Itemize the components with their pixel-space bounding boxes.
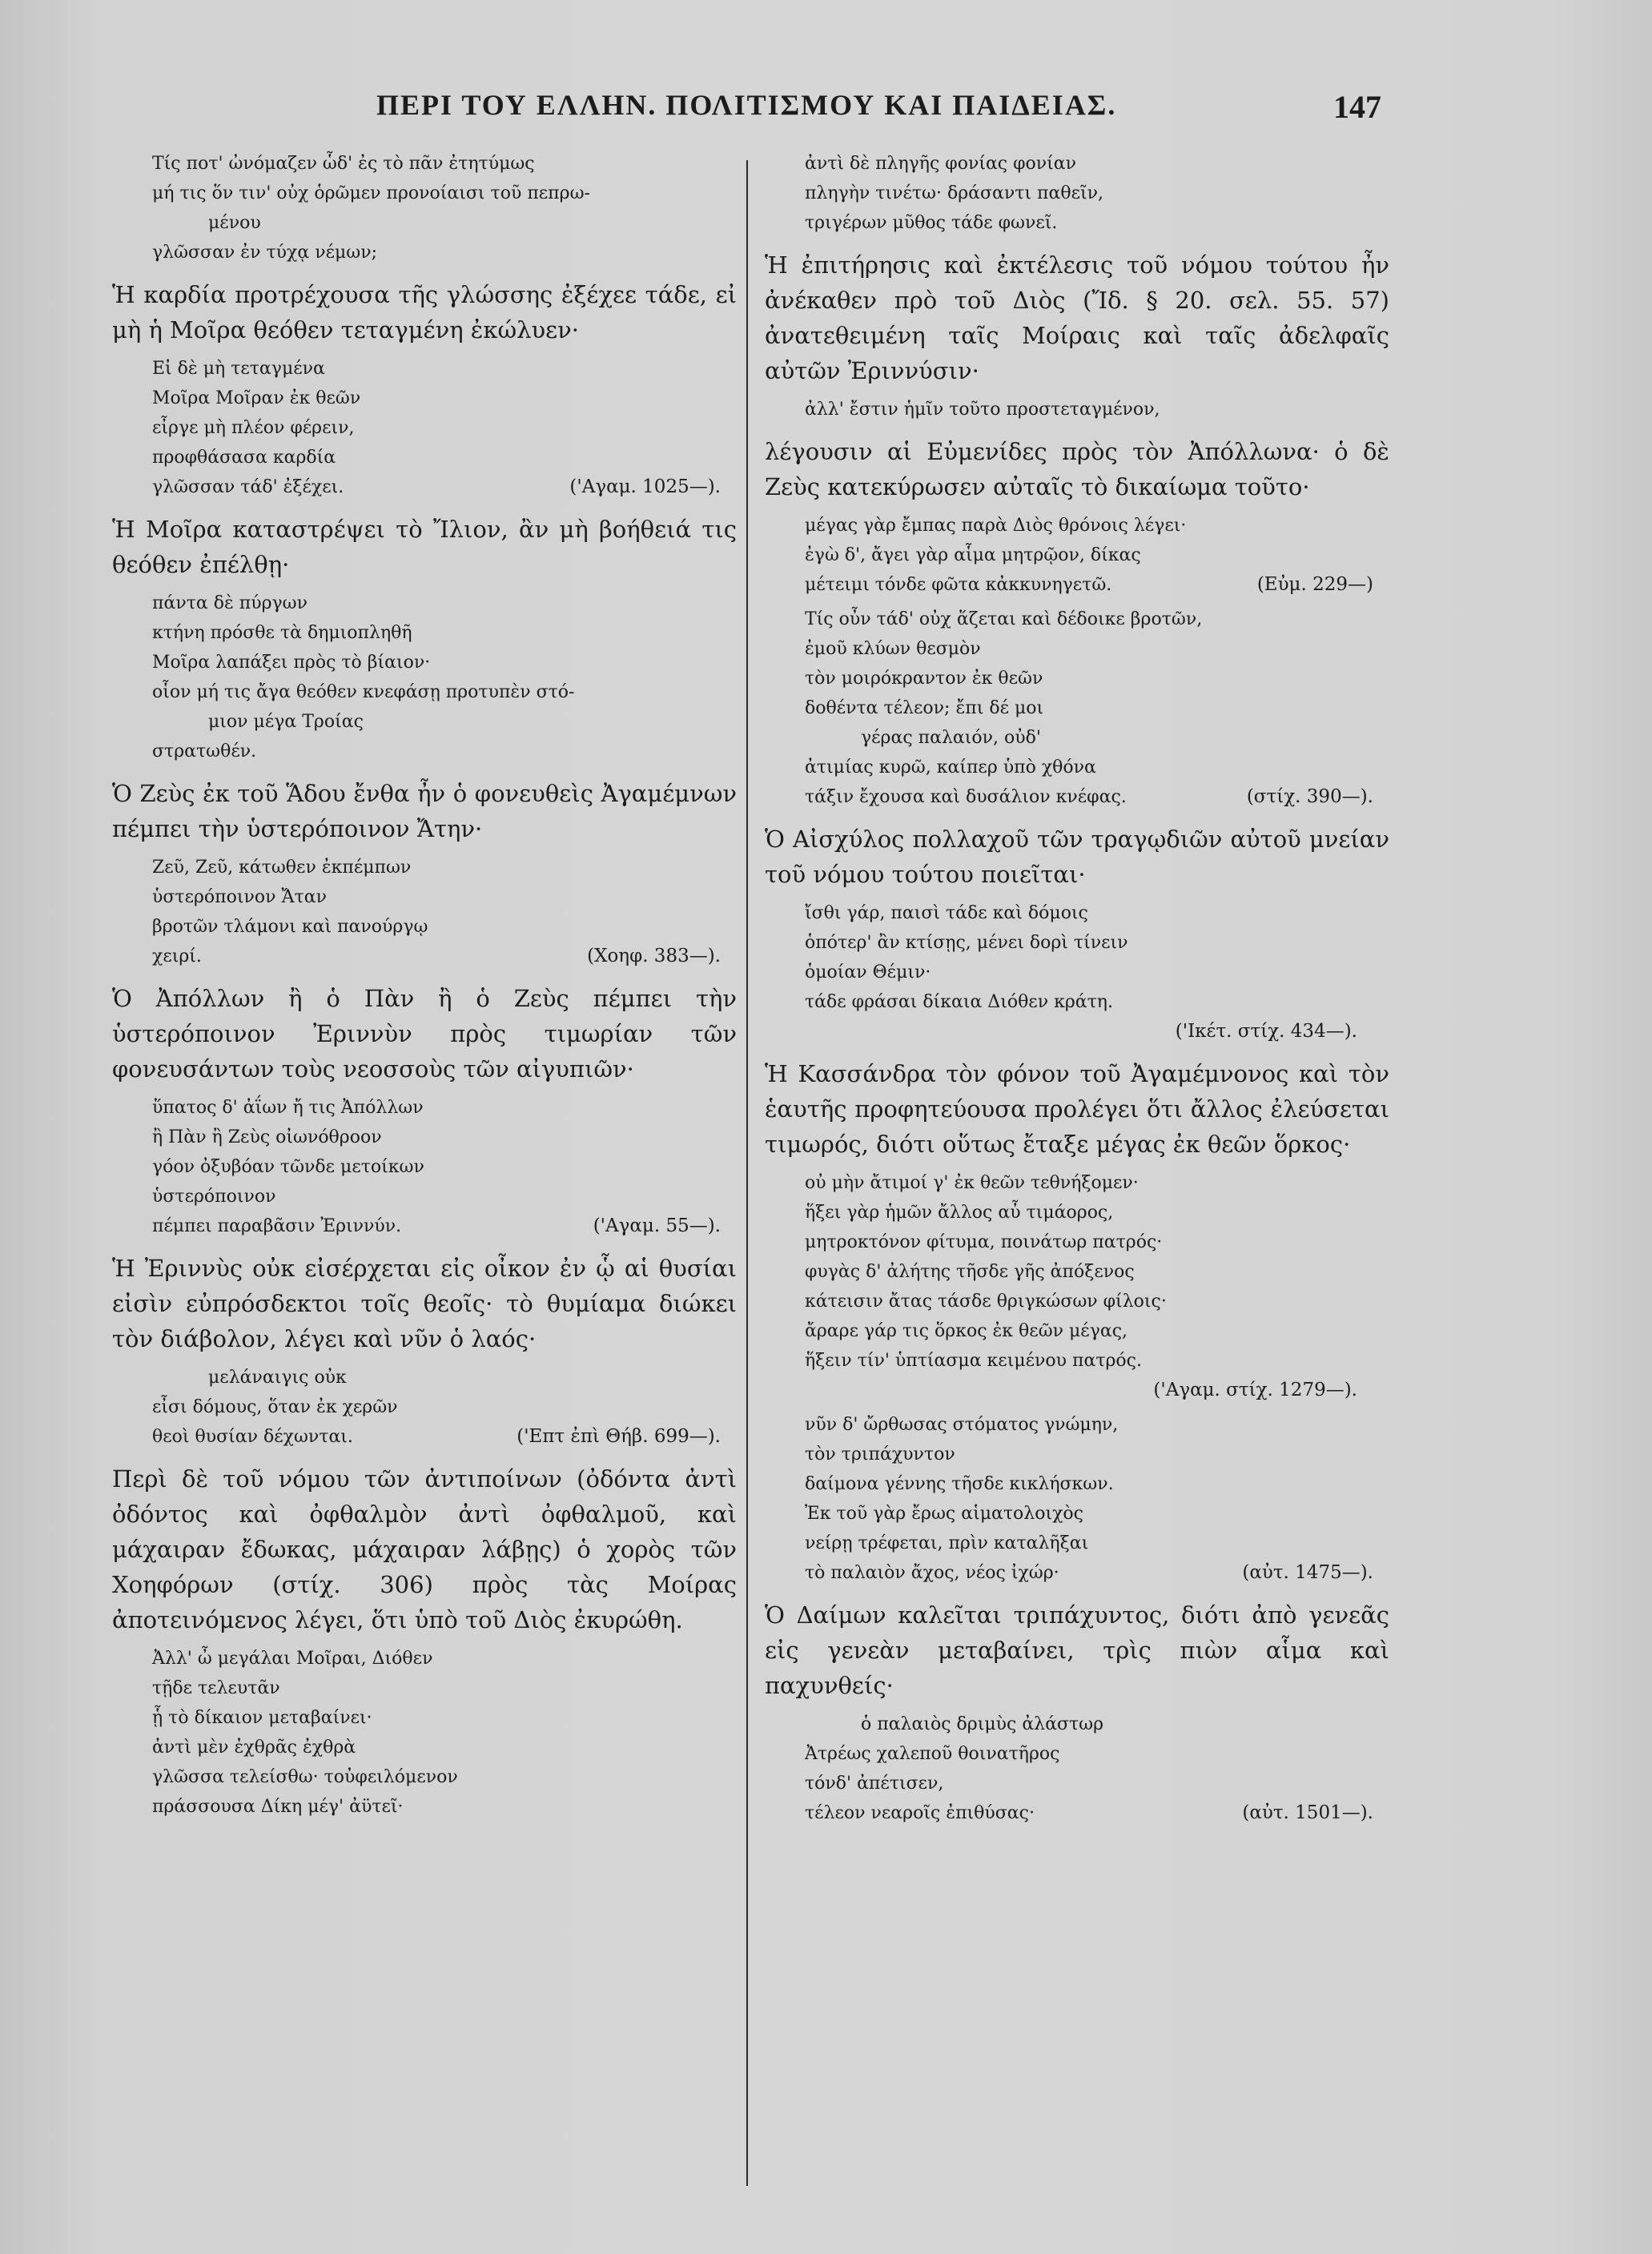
citation: (Εὐμ. 229—) (1256, 574, 1373, 595)
verse-line: Τίς οὖν τάδ' οὐχ ἅζεται καὶ δέδοικε βροτῶν, (805, 609, 1203, 629)
verse-line: τὸ παλαιὸν ἄχος, νέος ἰχώρ· (805, 1563, 1059, 1583)
verse-line: τῇδε τελευτᾶν (152, 1678, 280, 1698)
verse-line: ὁπότερ' ἂν κτίσῃς, μένει δορὶ τίνειν (805, 933, 1128, 953)
verse-line: τόνδ' ἀπέτισεν, (805, 1774, 944, 1794)
prose-paragraph: Ὁ Ἀπόλλων ἢ ὁ Πὰν ἢ ὁ Ζεὺς πέμπει τὴν ὑστερόποινον Ἐριννὺν πρὸς τιμωρίαν τῶν φονευσάντων τοὺς νεοσσοὺς τῶν αἰγυπιῶν· (112, 985, 737, 1083)
running-title: ΠΕΡΙ ΤΟΥ ΕΛΛΗΝ. ΠΟΛΙΤΙΣΜΟΥ ΚΑΙ ΠΑΙΔΕΙΑΣ. (376, 89, 1117, 121)
verse-block (152, 149, 737, 267)
verse-line: τριγέρων μῦθος τάδε φωνεῖ. (805, 213, 1058, 233)
verse-line: ἐγὼ δ', ἄγει γὰρ αἷμα μητρῷον, δίκας (805, 545, 1141, 565)
verse-block (805, 511, 1389, 600)
verse-block (805, 898, 1389, 1047)
verse-line: φυγὰς δ' ἀλήτης τῆσδε γῆς ἀπόξενος (805, 1262, 1135, 1282)
verse-line: γλῶσσαν ἐν τύχᾳ νέμων; (152, 243, 377, 263)
citation: ('Αγαμ. στίχ. 1279—). (1153, 1380, 1357, 1400)
prose-paragraph: Ὁ Δαίμων καλεῖται τριπάχυντος, διότι ἀπὸ γενεᾶς εἰς γενεὰν μεταβαίνει, τρὶς πιὼν αἷμα καὶ παχυνθείς· (765, 1601, 1389, 1699)
citation: (στίχ. 390—). (1246, 786, 1373, 807)
right-column (765, 144, 1389, 1833)
citation: ('Αγαμ. 1025—). (569, 476, 721, 497)
verse-line: μελάναιγις οὐκ (208, 1368, 347, 1388)
prose-paragraph: Ὁ Ζεὺς ἐκ τοῦ Ἅδου ἔνθα ἦν ὁ φονευθεὶς Ἀγαμέμνων πέμπει τὴν ὑστερόποινον Ἄτην· (112, 780, 737, 842)
verse-line: Εἰ δὲ μὴ τεταγμένα (152, 359, 325, 379)
verse-block (152, 1363, 737, 1452)
verse-line: γόον ὀξυβόαν τῶνδε μετοίκων (152, 1157, 424, 1177)
verse-line: μή τις ὅν τιν' οὐχ ὁρῶμεν προνοίαισι τοῦ πεπρω- (152, 183, 590, 203)
verse-block (805, 395, 1389, 424)
verse-line: τέλεον νεαροῖς ἐπιθύσας· (805, 1803, 1035, 1823)
verse-line: ἀλλ' ἔστιν ἡμῖν τοῦτο προστεταγμένον, (805, 400, 1160, 420)
citation: ('Επτ ἐπὶ Θήβ. 699—). (517, 1426, 721, 1447)
verse-line: γλῶσσα τελείσθω· τοὐφειλόμενον (152, 1767, 458, 1787)
verse-line: ὑστερόποινον Ἄταν (152, 887, 328, 907)
verse-block (152, 589, 737, 766)
verse-line: πληγὴν τινέτω· δράσαντι παθεῖν, (805, 183, 1103, 203)
verse-line: προφθάσασα καρδία (152, 448, 336, 468)
verse-line: γλῶσσαν τάδ' ἐξέχει. (152, 477, 344, 497)
verse-block (152, 853, 737, 971)
verse-line: Ἐκ τοῦ γὰρ ἔρως αἱματολοιχὸς (805, 1504, 1083, 1524)
verse-line: ἀντὶ μὲν ἐχθρᾶς ἐχθρὰ (152, 1738, 356, 1758)
verse-line: ἄραρε γάρ τις ὅρκος ἐκ θεῶν μέγας, (805, 1321, 1128, 1341)
verse-line: οὐ μὴν ἄτιμοί γ' ἐκ θεῶν τεθνήξομεν· (805, 1173, 1139, 1193)
left-column (112, 144, 737, 1826)
verse-line: στρατωθέν. (152, 741, 257, 761)
verse-line: χειρί. (152, 946, 202, 966)
prose-paragraph: Ἡ Μοῖρα καταστρέψει τὸ Ἴλιον, ἂν μὴ βοήθειά τις θεόθεν ἐπέλθῃ· (112, 516, 737, 578)
verse-block (805, 605, 1389, 812)
prose-paragraph: Ἡ Ἐριννὺς οὐκ εἰσέρχεται εἰς οἶκον ἐν ᾧ αἱ θυσίαι εἰσὶν εὐπρόσδεκτοι τοῖς θεοῖς· τὸ θυμίαμα διώκει τὸν διάβολον, λέγει καὶ νῦν ὁ λαός· (112, 1255, 737, 1352)
verse-line: ἀτιμίας κυρῶ, καίπερ ὑπὸ χθόνα (805, 757, 1096, 777)
citation: (αὐτ. 1475—). (1242, 1562, 1373, 1583)
verse-line: Μοῖρα λαπάξει πρὸς τὸ βίαιον· (152, 653, 431, 673)
page-number: 147 (1333, 89, 1381, 125)
citation: ('Αγαμ. 55—). (593, 1215, 721, 1236)
verse-line: Ἀλλ' ὦ μεγάλαι Μοῖραι, Διόθεν (152, 1649, 433, 1669)
verse-line: ἢ Πὰν ἢ Ζεὺς οἰωνόθροον (152, 1127, 382, 1147)
prose-paragraph: Ἡ Κασσάνδρα τὸν φόνον τοῦ Ἀγαμέμνονος καὶ τὸν ἑαυτῆς προφητεύουσα προλέγει ὅτι ἄλλος ἐλεύσεται τιμωρός, διότι οὕτως ἔταξε μέγας ἐκ θεῶν ὅρκος· (765, 1060, 1389, 1158)
citation: (Χοηφ. 383—). (587, 946, 721, 966)
verse-line: κτήνη πρόσθε τὰ δημιοπληθῆ (152, 623, 412, 643)
verse-line: τὸν τριπάχυντον (805, 1444, 955, 1464)
verse-line: ἀντὶ δὲ πληγῆς φονίας φονίαν (805, 154, 1076, 174)
verse-line: γέρας παλαιόν, οὐδ' (861, 728, 1041, 748)
verse-line: οἷον μή τις ἄγα θεόθεν κνεφάσῃ προτυπὲν στό- (152, 682, 575, 702)
verse-line: δοθέντα τέλεον; ἔπι δέ μοι (805, 698, 1044, 718)
citation: ('Ικέτ. στίχ. 434—). (1175, 1021, 1357, 1042)
verse-block (805, 149, 1389, 238)
verse-block (805, 1410, 1389, 1588)
verse-line: ὑστερόποινον (152, 1187, 276, 1207)
verse-line: δαίμονα γέννης τῆσδε κικλήσκων. (805, 1474, 1114, 1494)
verse-line: νείρῃ τρέφεται, πρὶν καταλῆξαι (805, 1533, 1089, 1553)
verse-block (152, 354, 737, 502)
verse-line: μιον μέγα Τροίας (208, 712, 364, 732)
verse-line: θεοὶ θυσίαν δέχωνται. (152, 1427, 353, 1447)
prose-paragraph: Ἡ καρδία προτρέχουσα τῆς γλώσσης ἐξέχεε τάδε, εἰ μὴ ἡ Μοῖρα θεόθεν τεταγμένη ἐκώλυεν· (112, 281, 737, 344)
verse-line: Ζεῦ, Ζεῦ, κάτωθεν ἐκπέμπων (152, 858, 412, 878)
column-divider (746, 160, 748, 2186)
verse-line: Τίς ποτ' ὠνόμαζεν ὧδ' ἐς τὸ πᾶν ἐτητύμως (152, 154, 535, 174)
verse-line: εἶσι δόμους, ὅταν ἐκ χερῶν (152, 1397, 398, 1417)
verse-line: εἶργε μὴ πλέον φέρειν, (152, 418, 355, 438)
prose-paragraph: λέγουσιν αἱ Εὐμενίδες πρὸς τὸν Ἀπόλλωνα· ὁ δὲ Ζεὺς κατεκύρωσεν αὐταῖς τὸ δικαίωμα τοῦτο· (765, 438, 1389, 500)
verse-line: ὁμοίαν Θέμιν· (805, 962, 931, 982)
verse-line: ἴσθι γάρ, παισὶ τάδε καὶ δόμοις (805, 903, 1088, 923)
verse-line: μέγας γὰρ ἔμπας παρὰ Διὸς θρόνοις λέγει· (805, 516, 1187, 536)
verse-line: τάξιν ἔχουσα καὶ δυσάλιον κνέφας. (805, 787, 1127, 807)
prose-paragraph: Περὶ δὲ τοῦ νόμου τῶν ἀντιποίνων (ὀδόντα ἀντὶ ὀδόντος καὶ ὀφθαλμὸν ἀντὶ ὀφθαλμοῦ, καὶ μάχαιραν ἔδωκας, μάχαιραν λάβῃς) ὁ χορὸς τῶν Χοηφόρων (στίχ. 306) πρὸς τὰς Μοίρας ἀποτεινόμενος λέγει, ὅτι ὑπὸ τοῦ Διὸς ἐκυρώθη. (112, 1465, 737, 1633)
verse-line: ᾗ τὸ δίκαιον μεταβαίνει· (152, 1708, 372, 1728)
verse-line: ὕπατος δ' ἀΐων ἤ τις Ἀπόλλων (152, 1098, 424, 1118)
verse-line: πράσσουσα Δίκη μέγ' ἀϋτεῖ· (152, 1797, 404, 1817)
verse-line: τὸν μοιρόκραντον ἐκ θεῶν (805, 669, 1043, 689)
verse-line: ὁ παλαιὸς δριμὺς ἀλάστωρ (861, 1714, 1104, 1734)
verse-line: μέτειμι τόνδε φῶτα κἀκκυνηγετῶ. (805, 575, 1112, 595)
verse-line: ἥξει γὰρ ἡμῶν ἄλλος αὖ τιμάορος, (805, 1203, 1114, 1223)
verse-line: Ἀτρέως χαλεποῦ θοινατῆρος (805, 1744, 1060, 1764)
verse-line: Μοῖρα Μοῖραν ἐκ θεῶν (152, 388, 361, 408)
verse-line: ἐμοῦ κλύων θεσμὸν (805, 639, 981, 659)
verse-line: μητροκτόνον φίτυμα, ποινάτωρ πατρός· (805, 1232, 1163, 1252)
running-header (0, 88, 1652, 136)
verse-line: πέμπει παραβᾶσιν Ἐριννύν. (152, 1216, 402, 1236)
verse-line: τάδε φράσαι δίκαια Διόθεν κράτη. (805, 992, 1113, 1012)
verse-block (152, 1093, 737, 1241)
prose-paragraph: Ὁ Αἰσχύλος πολλαχοῦ τῶν τραγῳδιῶν αὐτοῦ μνείαν τοῦ νόμου τούτου ποιεῖται· (765, 826, 1389, 888)
verse-line: ἥξειν τίν' ὑπτίασμα κειμένου πατρός. (805, 1351, 1142, 1371)
prose-paragraph: Ἡ ἐπιτήρησις καὶ ἐκτέλεσις τοῦ νόμου τούτου ἦν ἀνέκαθεν πρὸ τοῦ Διὸς (Ἴδ. § 20. σελ. 55. 57) ἀνατεθειμένη ταῖς Μοίραις καὶ ταῖς ἀδελφαῖς αὐτῶν Ἐριννύσιν· (765, 251, 1389, 384)
verse-block (152, 1644, 737, 1822)
citation: (αὐτ. 1501—). (1242, 1802, 1373, 1823)
verse-block (805, 1710, 1389, 1828)
verse-line: πάντα δὲ πύργων (152, 593, 307, 613)
verse-line: βροτῶν τλάμονι καὶ πανούργῳ (152, 917, 428, 937)
verse-block (805, 1168, 1389, 1405)
verse-line: κάτεισιν ἄτας τάσδε θριγκώσων φίλοις· (805, 1292, 1167, 1312)
verse-line: μένου (208, 213, 261, 233)
verse-line: νῦν δ' ὤρθωσας στόματος γνώμην, (805, 1415, 1119, 1435)
